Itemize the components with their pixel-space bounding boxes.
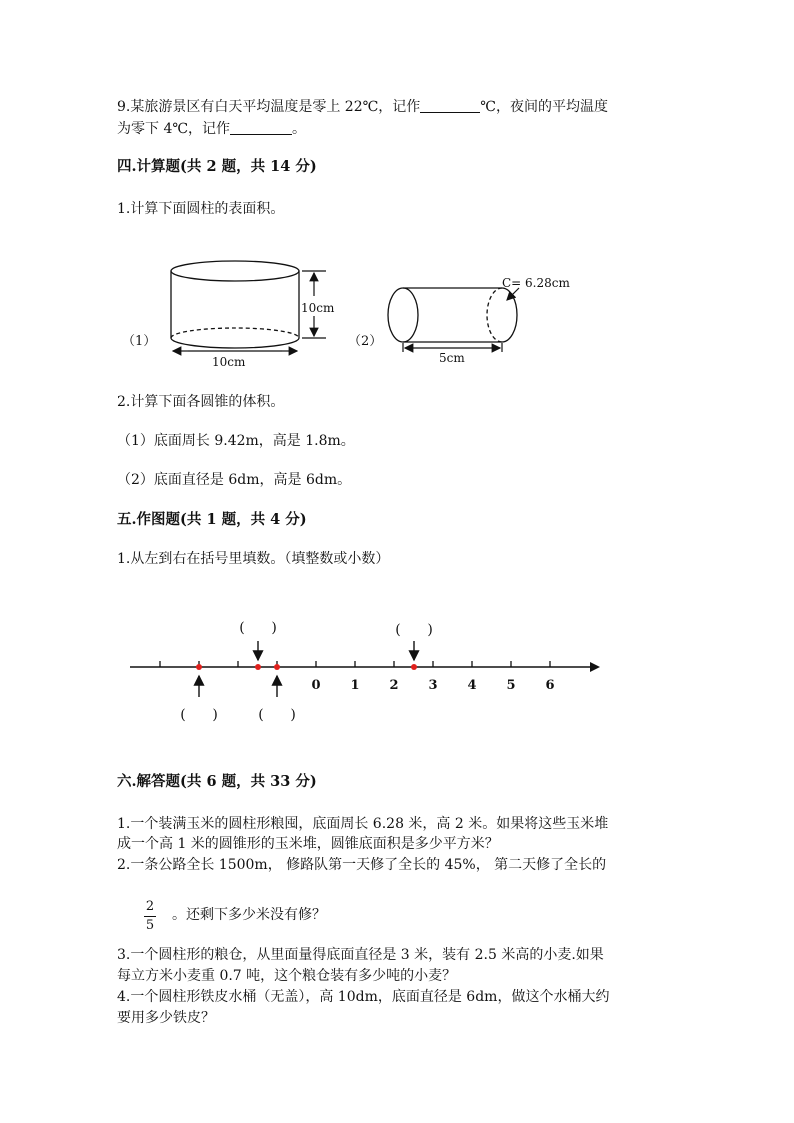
section6-q1-line1: 1.一个装满玉米的圆柱形粮囤，底面周长 6.28 米，高 2 米。如果将这些玉米堆	[117, 816, 609, 832]
tick-label: 1	[350, 678, 360, 693]
section6-q2-line2: 。还剩下多少米没有修？	[172, 907, 326, 923]
tick-label: 0	[311, 678, 321, 693]
section4-q2: 2.计算下面各圆锥的体积。	[117, 394, 285, 410]
cylinder-figures	[0, 250, 794, 375]
number-line	[0, 610, 794, 730]
fraction-bar	[144, 916, 156, 917]
upright-cylinder	[171, 261, 299, 348]
fig1-diameter-label: 10cm	[212, 355, 246, 369]
point-marker	[255, 664, 261, 670]
fraction-denominator: 5	[145, 918, 155, 933]
answer-bracket[interactable]: ( )	[395, 622, 433, 638]
section6-q3-line2: 每立方米小麦重 0.7 吨，这个粮仓装有多少吨的小麦？	[117, 968, 457, 984]
answer-bracket[interactable]: ( )	[180, 707, 218, 723]
section4-q2-part1: （1）底面周长 9.42m，高是 1.8m。	[117, 433, 355, 449]
tick-label: 3	[428, 678, 438, 693]
answer-blank[interactable]	[230, 120, 292, 135]
fig2-length-label: 5cm	[439, 351, 465, 365]
fig2-circumference-label: C= 6.28cm	[502, 276, 570, 290]
section5-heading: 五.作图题(共 1 题，共 4 分)	[117, 511, 307, 528]
fig2-label: （2）	[348, 334, 383, 349]
section5-q1: 1.从左到右在括号里填数。（填整数或小数）	[117, 551, 390, 567]
section6-q4-line1: 4.一个圆柱形铁皮水桶（无盖），高 10dm，底面直径是 6dm，做这个水桶大约	[117, 989, 610, 1005]
pointer-arrows	[199, 641, 414, 697]
section6-q1-line2: 成一个高 1 米的圆锥形的玉米堆，圆锥底面积是多少平方米？	[117, 836, 499, 852]
section6-heading: 六.解答题(共 6 题，共 33 分)	[117, 773, 317, 790]
tick-label: 6	[545, 678, 555, 693]
tick-label: 5	[506, 678, 516, 693]
section6-q4-line2: 要用多少铁皮？	[117, 1010, 215, 1026]
answer-blank[interactable]	[420, 98, 480, 113]
point-marker	[196, 664, 202, 670]
section6-q3-line1: 3.一个圆柱形的粮仓，从里面量得底面直径是 3 米，装有 2.5 米高的小麦.如果	[117, 947, 604, 963]
point-marker	[411, 664, 417, 670]
point-marker	[274, 664, 280, 670]
fig1-height-label: 10cm	[301, 301, 335, 315]
q9-line2: 为零下 4℃，记作 。	[117, 121, 307, 137]
fraction-two-fifths	[144, 899, 156, 934]
axis-ticks	[160, 661, 550, 667]
axis-arrowhead	[590, 662, 600, 672]
answer-bracket[interactable]: ( )	[258, 707, 296, 723]
section4-heading: 四.计算题(共 2 题，共 14 分)	[117, 158, 317, 175]
tick-label: 2	[389, 678, 399, 693]
horizontal-cylinder	[388, 288, 517, 342]
q9-line1: 9.某旅游景区有白天平均温度是零上 22℃，记作 ℃，夜间的平均温度	[117, 99, 608, 115]
answer-bracket[interactable]: ( )	[239, 620, 277, 636]
fig1-label: （1）	[122, 334, 157, 349]
section4-q2-part2: （2）底面直径是 6dm，高是 6dm。	[117, 472, 352, 488]
section4-q1: 1.计算下面圆柱的表面积。	[117, 201, 285, 217]
section6-q2-line1: 2.一条公路全长 1500m， 修路队第一天修了全长的 45%， 第二天修了全长的	[117, 857, 607, 873]
tick-label: 4	[467, 678, 477, 693]
fraction-numerator: 2	[145, 899, 155, 914]
